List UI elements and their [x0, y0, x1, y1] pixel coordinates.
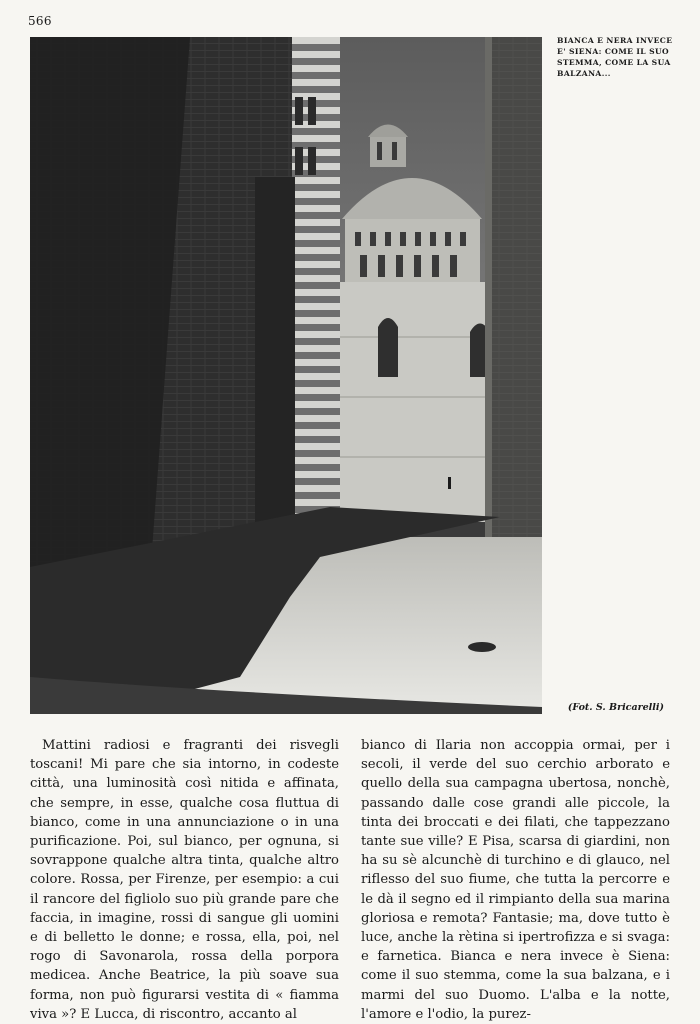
article-column-right [361, 736, 670, 1022]
article-paragraph: bianco di Ilaria non accoppia ormai, per i secoli, il verde del suo cerchio arborato e quello della sua campagna ubertosa, nonchè, passando dalle cose grandi alle piccole, la tinta dei broccati e dei filati, che tappezzano tante sue ville? E Pisa, scarsa di giardini, non ha su sè alcunchè di turchino e di glauco, nel riflesso del suo fiume, che tutta la percorre e le dà il segno ed il rimpianto della sua marina gloriosa e remota? Fantasie; ma, dove tutto è luce, anche la rètina si ipertrofizza e si svaga: e farnetica. Bianca e nera invece è Siena: come il suo stemma, come la sua balzana, e i marmi del suo Duomo. L'alba e la notte, l'amore e l'odio, la purez- [361, 738, 670, 1022]
photo-illustration [30, 37, 542, 714]
article-body [30, 736, 670, 1022]
page-number: 566 [28, 14, 52, 28]
photo-credit: (Fot. S. Bricarelli) [567, 702, 664, 713]
photograph-siena-cathedral [30, 37, 542, 714]
photo-caption: BIANCA E NERA INVECE E' SIENA: COME IL SUO STEMMA, COME LA SUA BALZANA... [557, 36, 673, 78]
article-column-left [30, 736, 339, 1022]
article-paragraph: Mattini radiosi e fragranti dei risvegli toscani! Mi pare che sia intorno, in codeste città, una luminosità così nitida e affinata, che sempre, in esse, qualche cosa fluttua di bianco, come in una annunciazione o in una purificazione. Poi, sul bianco, per ognuna, si sovrappone qualche altra tinta, qualche altro colore. Rossa, per Firenze, per esempio: a cui il rancore del figliolo suo più grande pare che faccia, in imagine, rossi di sangue gli uomini e di belletto le donne; e rossa, ella, poi, nel rogo di Savonarola, rossa della porpora medicea. Anche Beatrice, la più soave sua forma, non può figurarsi vestita di « fiamma viva »? E Lucca, di riscontro, accanto al [30, 738, 339, 1022]
